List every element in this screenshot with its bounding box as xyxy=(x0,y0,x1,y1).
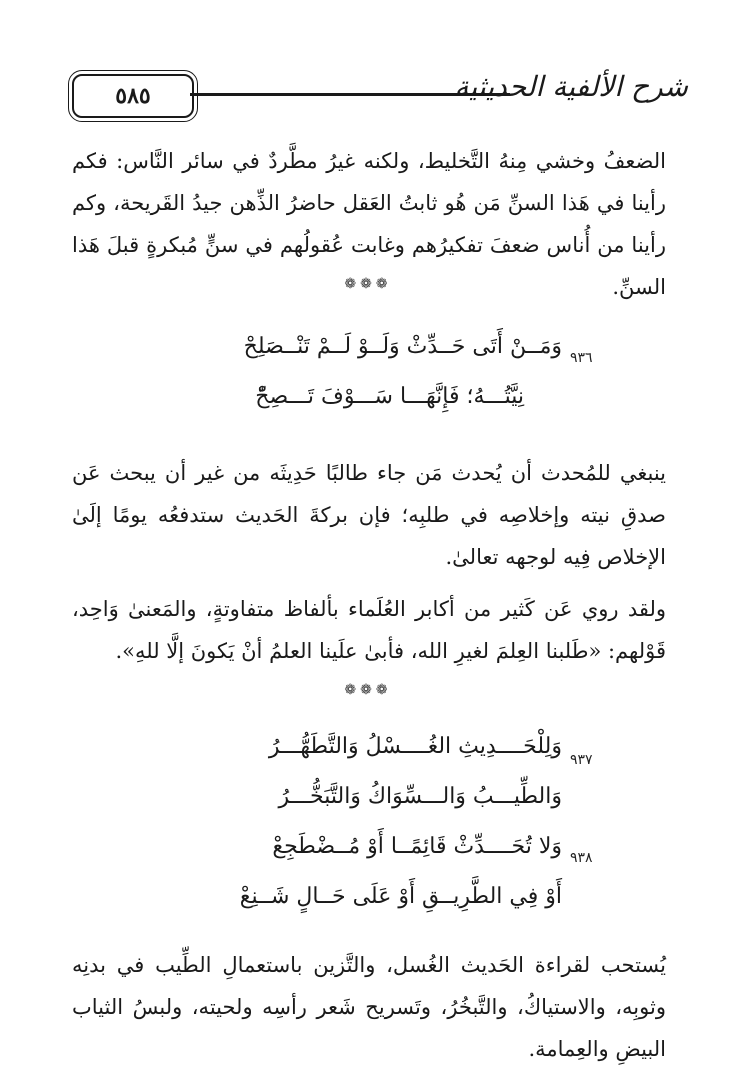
page-number: ٥٨٥ xyxy=(72,74,194,118)
book-title: شرح الألفية الحديثية xyxy=(454,70,688,103)
verse-line: وَلا تُحَــــدِّثْ قَائِمًــا أَوْ مُــضْطَجِعْ xyxy=(272,834,562,859)
verse-number: ٩٣٧ xyxy=(570,752,593,768)
verse-number: ٩٣٦ xyxy=(570,350,593,366)
verse-line: وَالطِّيـــبُ وَالـــسِّوَاكُ وَالتَّبَخُّـــرُ xyxy=(278,784,562,809)
paragraph-commentary: يُستحب لقراءة الحَديث الغُسل، والتَّزين باستعمالِ الطِّيب في بدنِه وثوبِه، والاستياكُ، والتَّبخُرُ، وتَسريح شَعر رأسِه ولحيته، ولبسُ الثياب البيضِ والعِمامة. xyxy=(72,953,666,1061)
verse-line: وَمَــنْ أَتَى حَــدِّثْ وَلَــوْ لَــمْ تَنْــصَلِحْ xyxy=(243,334,562,359)
section-separator: ❁❁❁ xyxy=(344,276,392,292)
paragraph-commentary: ينبغي للمُحدث أن يُحدث مَن جاء طالبًا حَدِيثَه من غير أن يبحث عَن صدقِ نيته وإخلاصِه في طلبِه؛ فإن بركةَ الحَديث ستدفعُه يومًا إلَىٰ الإخلاص فِيه لوجهه تعالىٰ. xyxy=(72,461,666,569)
verse-line: نِيَّتُـــهُ؛ فَإِنَّهَـــا سَـــوْفَ تَـــصِحّْ xyxy=(255,384,524,409)
page-header xyxy=(58,70,688,126)
paragraph-commentary: ولقد روي عَن كَثير من أكابر العُلَماء بألفاظ متفاوتةٍ، والمَعنىٰ وَاحِد، قَوْلهم: «طَلبنا العِلمَ لغيرِ الله، فأبىٰ علَينا العلمُ أنْ يَكونَ إلَّا للهِ». xyxy=(72,597,666,663)
paragraph-intro: الضعفُ وخشي مِنهُ التَّخليط، ولكنه غيرُ مطَّردٌ في سائر النَّاس: فكم رأينا في هَذا السنِّ مَن هُو ثابتُ العَقل حاضرُ الذِّهن جيدُ القَريحة، وكم رأينا من أُناس ضعفَ تفكيرُهم وغابت عُقولُهم في سنٍّ مُبكرةٍ قبلَ هَذا السنِّ. xyxy=(72,149,666,299)
verse-line: وَلِلْحَــــدِيثِ الغُــــسْلُ وَالتَّطَهُّـــرُ xyxy=(268,734,562,759)
verse-line: أَوْ فِي الطَّرِيــقِ أَوْ عَلَى حَــالٍ شَــنِعْ xyxy=(239,884,562,909)
section-separator: ❁❁❁ xyxy=(344,682,392,698)
verse-number: ٩٣٨ xyxy=(570,850,593,866)
